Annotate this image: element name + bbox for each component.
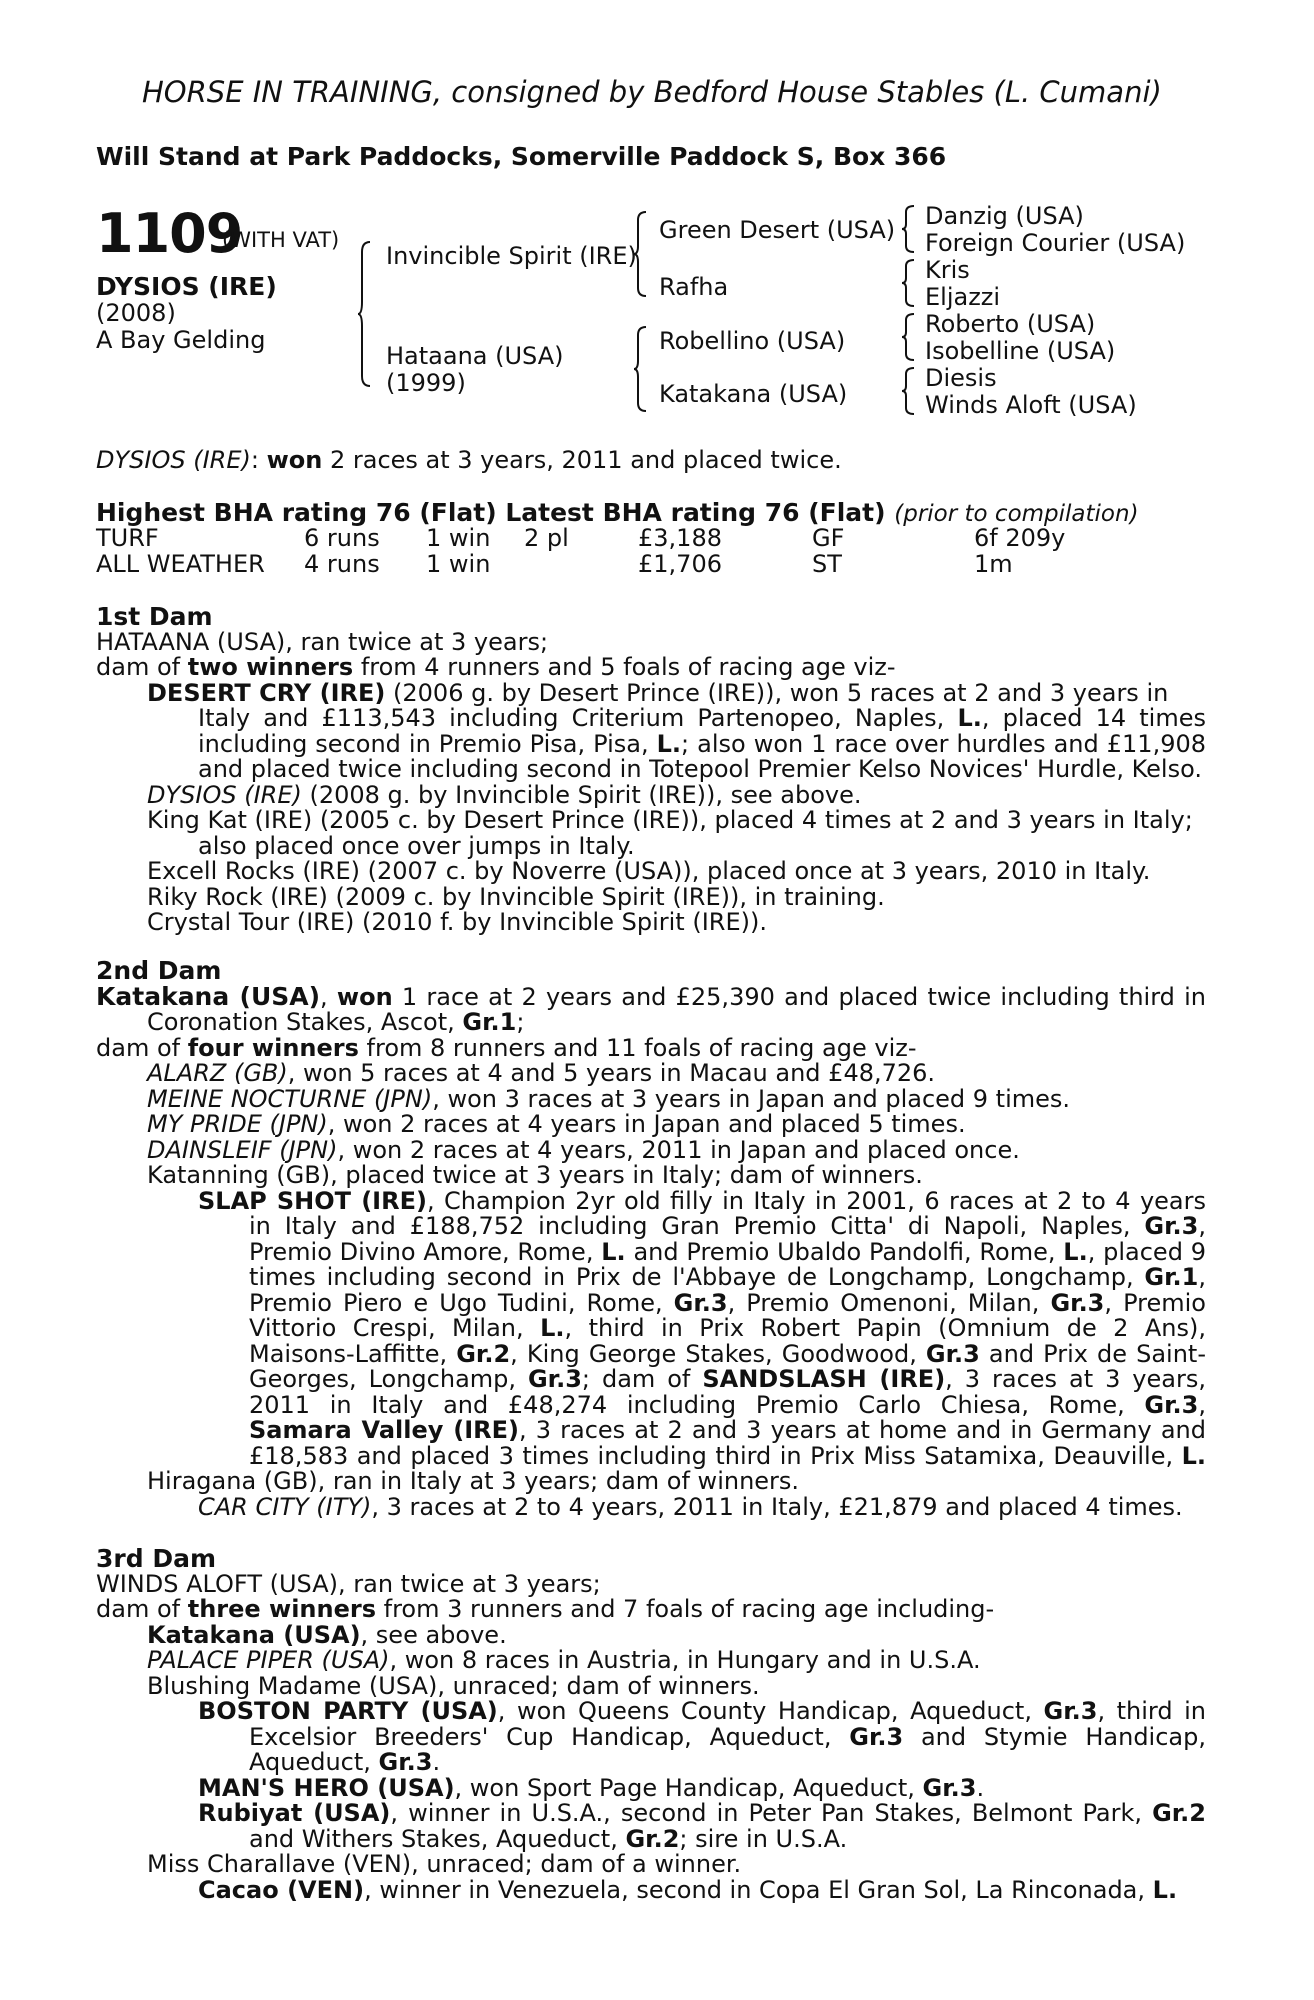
horse-description: A Bay Gelding: [96, 326, 266, 354]
horse-year: (2008): [96, 299, 176, 327]
third-dam-line: WINDS ALOFT (USA), ran twice at 3 years;: [96, 1569, 601, 1598]
pedigree-bracket: [902, 366, 918, 416]
boston-party-line: Aqueduct, Gr.3.: [249, 1748, 441, 1776]
desert-cry-line: including second in Premio Pisa, Pisa, L.; also won 1 race over hurdles and £11,908: [198, 729, 1207, 758]
rubiyat-line: and Withers Stakes, Aqueduct, Gr.2; sire in U.S.A.: [249, 1824, 848, 1853]
my-pride-entry: MY PRIDE (JPN), won 2 races at 4 years in Japan and placed 5 times.: [147, 1110, 966, 1138]
king-kat-line: also placed once over jumps in Italy.: [198, 831, 635, 860]
catalogue-page: HORSE IN TRAINING, consigned by Bedford House Stables (L. Cumani) Will Stand at Park Paddocks, Somerville Paddock S, Box 366 1109 (WITH VAT) DYSIOS (IRE) (2008) A Bay Gelding Invincible Spirit (IRE) Hataana (USA) (1999) Green Desert (USA) Rafha Robellino (USA) Katakana (USA) Danzig (USA) Foreign Courier (USA) Kris Eljazzi Roberto (USA) Isobelline (USA) Diesis Winds Aloft (USA) DYSIOS (IRE): won 2 races at 3 years, 2011 and placed twice. Highest BHA rating 76 (Flat) Latest BHA rating 76 (Flat) (prior to compilation) TURF 6 runs 1 win 2 pl £3,188 GF 6f 209y ALL WEATHER 4 runs 1 win £1,706 ST 1m 1st Dam HATAANA (USA), ran twice at 3 years; dam of two winners from 4 runners and 5 foals of racing age viz- DESERT CRY (IRE) (2006 g. by Desert Prince (IRE)), won 5 races at 2 and 3 years in Italy and £113,543 including Criterium Partenopeo, Naples, L., placed 14 times including second in Premio Pisa, Pisa, L.; also won 1 race over hurdles and £11,908 and placed twice including second in Totepool Premier Kelso Novices' Hurdle, Kelso. DYSIOS (IRE) (2008 g. by Invincible Spirit (IRE)), see above. King Kat (IRE) (2005 c. by Desert Prince (IRE)), placed 4 times at 2 and 3 years in Italy; also placed once over jumps in Italy. Excell Rocks (IRE) (2007 c. by Noverre (USA)), placed once at 3 years, 2010 in Italy. Riky Rock (IRE) (2009 c. by Invincible Spirit (IRE)), in training. Crystal Tour (IRE) (2010 f. by Invincible Spirit (IRE)). 2nd Dam Katakana (USA), won 1 race at 2 years and £25,390 and placed twice including third in Coronation Stakes, Ascot, Gr.1; dam of four winners from 8 runners and 11 foals of racing age viz- ALARZ (GB), won 5 races at 4 and 5 years in Macau and £48,726. MEINE NOCTURNE (JPN), won 3 races at 3 years in Japan and placed 9 times. MY PRIDE (JPN), won 2 races at 4 years in Japan and placed 5 times. DAINSLEIF (JPN), won 2 races at 4 years, 2011 in Japan and placed once. Katanning (GB), placed twice at 3 years in Italy; dam of winners. SLAP SHOT (IRE), Champion 2yr old filly in Italy in 2001, 6 races at 2 to 4 years in Italy and £188,752 including Gran Premio Citta' di Napoli, Naples, Gr.3, Premio Divino Amore, Rome, L. and Premio Ubaldo Pandolfi, Rome, L., placed 9 times including second in Prix de l'Abbaye de Longchamp, Longchamp, Gr.1, Premio Piero e Ugo Tudini, Rome, Gr.3, Premio Omenoni, Milan, Gr.3, Premio Vittorio Crespi, Milan, L., third in Prix Robert Papin (Omnium de 2 Ans), Maisons-Laffitte, Gr.2, King George Stakes, Goodwood, Gr.3 and Prix de Saint- Georges, Longchamp, Gr.3; dam of SANDSLASH (IRE), 3 races at 3 years, 2011 in Italy and £48,274 including Premio Carlo Chiesa, Rome, Gr.3, Samara Valley (IRE), 3 races at 2 and 3 years at home and in Germany and £18,583 and placed 3 times including third in Prix Miss Satamixa, Deauville, L. Hiragana (GB), ran in Italy at 3 years; dam of winners. CAR CITY (ITY), 3 races at 2 to 4 years, 2011 in Italy, £21,879 and placed 4 times. 3rd Dam WINDS ALOFT (USA), ran twice at 3 years; dam of three winners from 3 runners and 7 foals of racing age including- Katakana (USA), see above. PALACE PIPER (USA), won 8 races in Austria, in Hungary and in U.S.A. Blushing Madame (USA), unraced; dam of winners. BOSTON PARTY (USA), won Queens County Handicap, Aqueduct, Gr.3, third in Excelsior Breeders' Cup Handicap, Aqueduct, Gr.3 and Stymie Handicap, Aqueduct, Gr.3. MAN'S HERO (USA), won Sport Page Handicap, Aqueduct, Gr.3. Rubiyat (USA), winner in U.S.A., second in Peter Pan Stakes, Belmont Park, Gr.2 and Withers Stakes, Aqueduct, Gr.2; sire in U.S.A. Miss Charallave (VEN), unraced; dam of a winner. Cacao (VEN), winner in Venezuela, second in Copa El Gran Sol, La Rinconada, L.: [96, 75, 1207, 1904]
first-dam-line: HATAANA (USA), ran twice at 3 years;: [96, 627, 549, 656]
third-dam-produce: dam of three winners from 3 runners and 7 foals of racing age including-: [96, 1595, 995, 1623]
race-summary: DYSIOS (IRE): won 2 races at 3 years, 2011 and placed twice.: [96, 446, 842, 474]
first-dam-section: [96, 604, 1206, 936]
slap-shot-line: Samara Valley (IRE), 3 races at 2 and 3 years at home and in Germany and: [249, 1416, 1206, 1444]
slap-shot-line: times including second in Prix de l'Abbaye de Longchamp, Longchamp, Gr.1,: [249, 1263, 1206, 1291]
third-dam-section: [96, 1546, 1206, 1903]
pedigree-bracket: [634, 210, 650, 300]
dysios-entry: DYSIOS (IRE) (2008 g. by Invincible Spirit (IRE)), see above.: [147, 780, 862, 809]
excell-rocks-entry: Excell Rocks (IRE) (2007 c. by Noverre (USA)), placed once at 3 years, 2010 in Italy.: [147, 857, 1151, 885]
slap-shot-line: 2011 in Italy and £48,274 including Premio Carlo Chiesa, Rome, Gr.3,: [249, 1390, 1206, 1419]
dam-dam: Katakana (USA): [659, 380, 848, 408]
sire: Invincible Spirit (IRE): [386, 242, 637, 270]
slap-shot-line: in Italy and £188,752 including Gran Premio Citta' di Napoli, Naples, Gr.3,: [249, 1212, 1206, 1240]
katakana-ref-entry: Katakana (USA), see above.: [147, 1620, 507, 1649]
desert-cry-line: Italy and £113,543 including Criterium Partenopeo, Naples, L., placed 14 times: [198, 704, 1207, 732]
car-city-entry: CAR CITY (ITY), 3 races at 2 to 4 years, 2011 in Italy, £21,879 and placed 4 times.: [198, 1492, 1183, 1521]
third-dam-heading: 3rd Dam: [96, 1544, 216, 1573]
dam-year: (1999): [386, 369, 466, 397]
alarz-entry: ALARZ (GB), won 5 races at 4 and 5 years in Macau and £48,726.: [147, 1059, 936, 1087]
slap-shot-line: £18,583 and placed 3 times including third in Prix Miss Satamixa, Deauville, L.: [249, 1441, 1206, 1470]
pedigree-bracket: [358, 240, 374, 390]
rubiyat-entry: Rubiyat (USA), winner in U.S.A., second in Peter Pan Stakes, Belmont Park, Gr.2: [198, 1799, 1206, 1827]
first-dam-heading: 1st Dam: [96, 602, 213, 631]
pedigree-g3-danzig: Danzig (USA): [925, 202, 1084, 230]
boston-party-entry: BOSTON PARTY (USA), won Queens County Handicap, Aqueduct, Gr.3, third in: [198, 1697, 1207, 1725]
dainsleif-entry: DAINSLEIF (JPN), won 2 races at 4 years, 2011 in Japan and placed once.: [147, 1135, 1020, 1164]
dam-sire: Robellino (USA): [659, 327, 846, 355]
palace-piper-entry: PALACE PIPER (USA), won 8 races in Austria, in Hungary and in U.S.A.: [147, 1646, 981, 1674]
stand-location: Will Stand at Park Paddocks, Somerville Paddock S, Box 366: [96, 142, 947, 171]
bha-rating: Highest BHA rating 76 (Flat) Latest BHA rating 76 (Flat) (prior to compilation): [96, 498, 1139, 527]
blushing-madame-entry: Blushing Madame (USA), unraced; dam of winners.: [147, 1671, 760, 1700]
pedigree-g3-winds-aloft: Winds Aloft (USA): [925, 391, 1137, 419]
sire-dam: Rafha: [659, 273, 729, 301]
katakana-line: Coronation Stakes, Ascot, Gr.1;: [147, 1008, 525, 1036]
page-title: HORSE IN TRAINING, consigned by Bedford House Stables (L. Cumani): [142, 75, 1162, 109]
katakana-entry: Katakana (USA), won 1 race at 2 years and £25,390 and placed twice including third in: [96, 981, 1207, 1011]
second-dam-heading: 2nd Dam: [96, 956, 222, 985]
pedigree-g3-foreign-courier: Foreign Courier (USA): [925, 229, 1186, 257]
slap-shot-line: Premio Divino Amore, Rome, L. and Premio Ubaldo Pandolfi, Rome, L., placed 9: [249, 1237, 1206, 1266]
slap-shot-line: Vittorio Crespi, Milan, L., third in Prix Robert Papin (Omnium de 2 Ans),: [249, 1314, 1206, 1342]
slap-shot-line: Maisons-Laffitte, Gr.2, King George Stakes, Goodwood, Gr.3 and Prix de Saint-: [249, 1339, 1206, 1368]
pedigree-bracket: [902, 312, 918, 362]
second-dam-produce: dam of four winners from 8 runners and 11 foals of racing age viz-: [96, 1033, 917, 1062]
desert-cry-entry: DESERT CRY (IRE) (2006 g. by Desert Prince (IRE)), won 5 races at 2 and 3 years in: [147, 678, 1169, 707]
pedigree-g3-isobelline: Isobelline (USA): [925, 337, 1116, 365]
mans-hero-entry: MAN'S HERO (USA), won Sport Page Handicap, Aqueduct, Gr.3.: [198, 1773, 985, 1802]
horse-name: DYSIOS (IRE): [96, 272, 277, 301]
pedigree-bracket: [902, 258, 918, 308]
slap-shot-entry: SLAP SHOT (IRE), Champion 2yr old filly in Italy in 2001, 6 races at 2 to 4 years: [198, 1186, 1206, 1215]
pedigree-g3-roberto: Roberto (USA): [925, 310, 1096, 338]
sire-sire: Green Desert (USA): [659, 216, 896, 244]
slap-shot-line: Georges, Longchamp, Gr.3; dam of SANDSLASH (IRE), 3 races at 3 years,: [249, 1365, 1206, 1393]
lot-number: 1109: [96, 202, 243, 265]
slap-shot-line: Premio Piero e Ugo Tudini, Rome, Gr.3, Premio Omenoni, Milan, Gr.3, Premio: [249, 1288, 1206, 1317]
miss-charallave-entry: Miss Charallave (VEN), unraced; dam of a winner.: [147, 1850, 742, 1878]
pedigree-g3-kris: Kris: [925, 256, 970, 284]
second-dam-section: [96, 958, 1206, 1520]
crystal-tour-entry: Crystal Tour (IRE) (2010 f. by Invincible Spirit (IRE)).: [147, 908, 767, 936]
dam: Hataana (USA): [386, 342, 564, 370]
hiragana-entry: Hiragana (GB), ran in Italy at 3 years; dam of winners.: [147, 1467, 800, 1495]
cacao-entry: Cacao (VEN), winner in Venezuela, second in Copa El Gran Sol, La Rinconada, L.: [198, 1875, 1178, 1904]
pedigree-g3-diesis: Diesis: [925, 364, 997, 392]
meine-nocturne-entry: MEINE NOCTURNE (JPN), won 3 races at 3 years in Japan and placed 9 times.: [147, 1084, 1071, 1113]
desert-cry-line: and placed twice including second in Totepool Premier Kelso Novices' Hurdle, Kelso.: [198, 755, 1202, 783]
katanning-entry: Katanning (GB), placed twice at 3 years in Italy; dam of winners.: [147, 1161, 923, 1189]
pedigree-g3-eljazzi: Eljazzi: [925, 283, 1001, 311]
pedigree-bracket: [902, 204, 918, 254]
first-dam-produce: dam of two winners from 4 runners and 5 foals of racing age viz-: [96, 653, 896, 681]
king-kat-entry: King Kat (IRE) (2005 c. by Desert Prince (IRE)), placed 4 times at 2 and 3 years in Italy;: [147, 806, 1193, 834]
riky-rock-entry: Riky Rock (IRE) (2009 c. by Invincible Spirit (IRE)), in training.: [147, 882, 885, 911]
pedigree-bracket: [634, 325, 650, 415]
boston-party-line: Excelsior Breeders' Cup Handicap, Aqueduct, Gr.3 and Stymie Handicap,: [249, 1722, 1206, 1751]
vat-note: (WITH VAT): [222, 228, 340, 252]
